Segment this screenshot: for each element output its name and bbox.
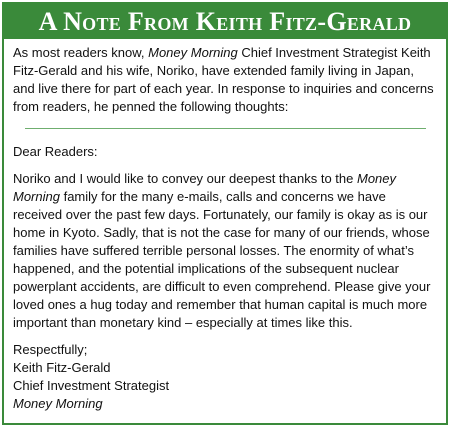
note-box [2,2,448,425]
publication-name: Money Morning [13,171,397,204]
signature-block [13,341,438,413]
intro-paragraph [13,44,438,116]
signature-publication: Money Morning [13,396,103,411]
intro-text-end: Chief Investment Strategist Keith Fitz-Gerald and his wife, Noriko, have extended family living in Japan, and live there for part of each year. In response to inquiries and concerns from readers, he penned the following thoughts: [13,45,434,114]
letter-body [13,170,438,332]
divider [25,128,426,129]
note-content [13,44,438,413]
publication-name: Money Morning [148,45,238,60]
closing: Respectfully; [13,342,88,357]
letter-greeting: Dear Readers: [13,144,98,159]
note-title: A Note From Keith Fitz-Gerald [4,4,446,39]
signature-name: Keith Fitz-Gerald [13,360,111,375]
letter-body-start: Noriko and I would like to convey our deepest thanks to the [13,171,357,186]
letter-body-end: family for the many e-mails, calls and concerns we have received over the past few days. Fortunately, our family is okay as is our home in Kyoto. Sadly, that is not the case for many of our friends, whose families have suffered terrible personal losses. The enormity of what’s happened, and the potential implications of the subsequent nuclear powerplant accidents, are difficult to even comprehend. Please give your loved ones a hug today and remember that human capital is much more important than monetary kind – especially at times like this. [13,189,431,330]
intro-text-start: As most readers know, [13,45,149,60]
signature-title: Chief Investment Strategist [13,378,170,393]
